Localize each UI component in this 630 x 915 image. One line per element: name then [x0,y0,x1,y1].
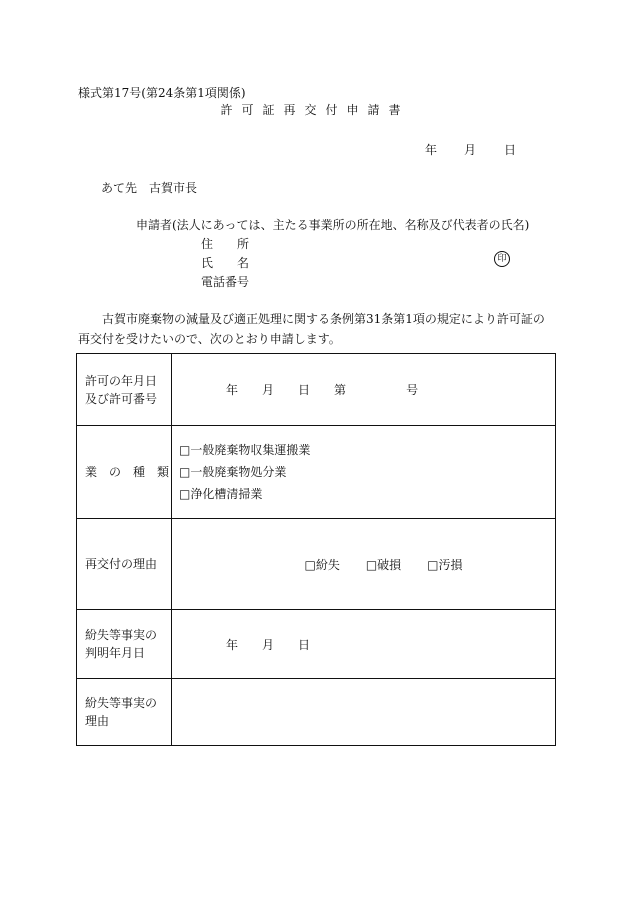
permit-day: 日 [298,383,311,397]
applicant-label: 申請者(法人にあっては、主たる事業所の所在地、名称及び代表者の氏名) [136,218,530,232]
category-option-disposal[interactable]: □一般廃棄物処分業 [179,465,287,479]
date-month: 月 [464,143,477,157]
application-table [76,353,556,746]
document-title: 許可証再交付申請書 [220,103,410,117]
discovery-date-label-line2: 判明年月日 [85,646,146,660]
reissue-reason-field [172,519,556,610]
discovery-reason-label-line1: 紛失等事実の [85,696,158,710]
discovery-month: 月 [262,637,275,652]
table-row [77,679,556,746]
applicant-name-label: 氏 名 [201,256,250,270]
discovery-year: 年 [226,637,239,652]
permit-month: 月 [262,383,275,397]
discovery-date-field[interactable] [172,610,556,679]
table-row [77,610,556,679]
reissue-reason-label: 再交付の理由 [77,519,172,610]
business-category-field [172,426,556,519]
category-option-septic[interactable]: □浄化槽清掃業 [179,487,263,501]
application-date [425,141,516,158]
reason-option-damaged[interactable]: □破損 [365,557,402,572]
permit-year: 年 [226,383,239,397]
business-category-label: 業 の 種 類 [77,426,172,519]
reason-option-lost[interactable]: □紛失 [304,557,340,572]
applicant-phone-label: 電話番号 [201,275,250,289]
permit-info-field[interactable] [172,354,556,426]
request-statement: 古賀市廃棄物の減量及び適正処理に関する条例第31条第1項の規定により許可証の再交付を受けたいので、次のとおり申請します。 [78,312,545,346]
table-row [77,354,556,426]
category-option-collection[interactable]: □一般廃棄物収集運搬業 [179,443,311,457]
permit-go: 号 [406,383,419,397]
permit-info-label [77,354,172,426]
discovery-reason-label-line2: 理由 [85,714,110,728]
permit-info-label-line1: 許可の年月日 [85,373,158,388]
table-row [77,519,556,610]
permit-date-number [172,381,555,398]
table-row [77,426,556,519]
seal-icon: 印 [494,251,510,267]
addressee: あて先 古賀市長 [101,181,198,195]
permit-dai: 第 [334,383,347,397]
discovery-date-label-line1: 紛失等事実の [85,628,158,642]
discovery-date-label [77,610,172,679]
discovery-reason-label [77,679,172,746]
applicant-address-label: 住 所 [201,237,250,251]
discovery-day: 日 [298,637,311,652]
date-day: 日 [504,143,517,157]
permit-info-label-line2: 及び許可番号 [85,391,158,406]
discovery-reason-field[interactable] [172,679,556,746]
form-number: 様式第17号(第24条第1項関係) [78,86,246,100]
reason-option-soiled[interactable]: □汚損 [427,557,463,572]
date-year: 年 [425,143,438,157]
